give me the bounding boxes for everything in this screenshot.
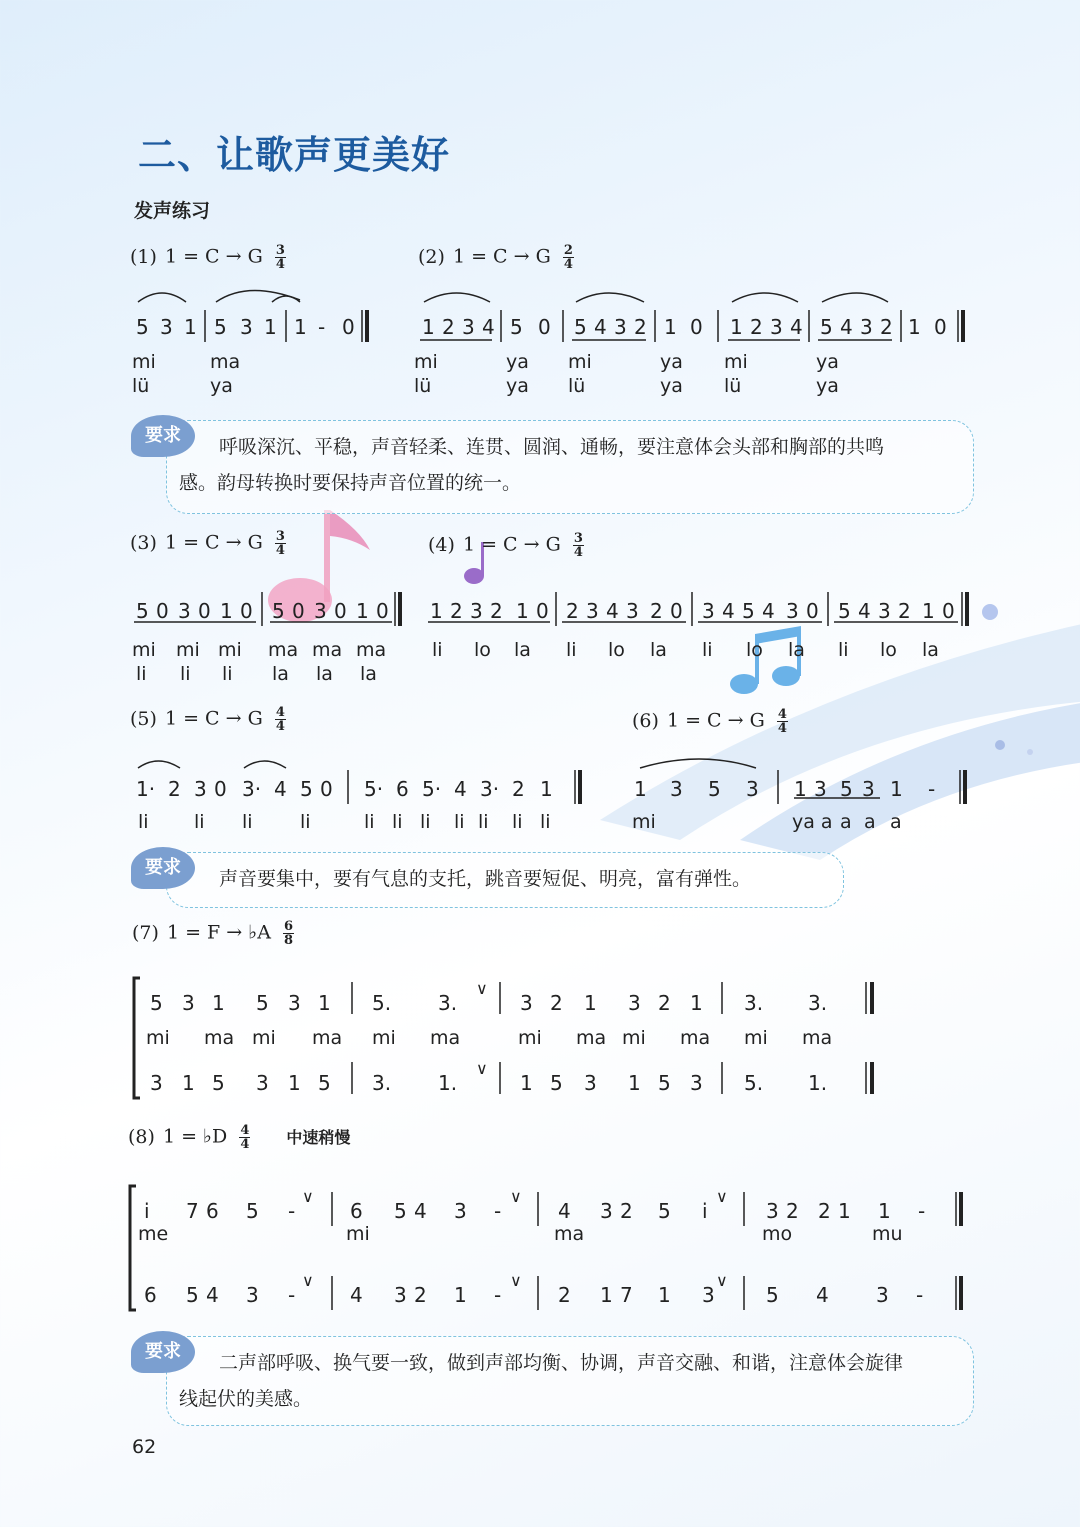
note: 2 (620, 1199, 633, 1223)
note: 5 (300, 777, 313, 801)
note: 5 (658, 1071, 671, 1095)
lyric: ya (816, 375, 839, 397)
note: 5 (272, 599, 285, 623)
note: 5. (744, 1071, 764, 1095)
note: 3 (586, 599, 599, 623)
lyric: ya (816, 351, 839, 373)
note: 1 (422, 315, 435, 339)
note: - (916, 1283, 924, 1307)
note: 4 (454, 777, 467, 801)
lyric: la (316, 663, 333, 685)
lyric: lo (474, 639, 491, 661)
lyric: ma (802, 1027, 833, 1049)
exercise-7-notation (0, 966, 1080, 1106)
note: 3 (702, 1283, 715, 1307)
requirement-box-1 (145, 420, 974, 514)
svg-text:∨: ∨ (476, 979, 488, 998)
exercise-2-notation (0, 280, 1080, 400)
time-signature: $\frac{3}{4}$ (275, 243, 285, 272)
note: 3 (178, 599, 191, 623)
lyric: ma (680, 1027, 711, 1049)
note: 6 (396, 777, 409, 801)
note: 1 (628, 1071, 641, 1095)
note: 1 (584, 991, 597, 1015)
lyric: mi (132, 351, 156, 373)
note: 5· (422, 777, 442, 801)
note: 3 (878, 599, 891, 623)
lyric: mi (346, 1223, 370, 1245)
lyric: mi (218, 639, 242, 661)
exercise-number: (1) (130, 245, 157, 268)
note: 3 (288, 991, 301, 1015)
lyric: ya a (792, 811, 833, 833)
note: 1 (294, 315, 307, 339)
lyric: lü (414, 375, 432, 397)
lyric: a (864, 811, 876, 833)
lyric: li (540, 811, 551, 833)
note: 6 (206, 1199, 219, 1223)
note: - (318, 315, 326, 339)
note: 6 (350, 1199, 363, 1223)
requirement-text: 二声部呼吸、换气要一致，做到声部均衡、协调，声音交融、和谐，注意体会旋律 (219, 1352, 904, 1374)
lyric: la (788, 639, 805, 661)
lyric: a (890, 811, 902, 833)
note: 5 (766, 1283, 779, 1307)
note: 1 (318, 991, 331, 1015)
key-signature: 1 = C → G (452, 245, 551, 268)
page-title: 二、让歌声更美好 (138, 133, 451, 177)
lyric: ma (268, 639, 299, 661)
lyric: li (512, 811, 523, 833)
note: 5 (394, 1199, 407, 1223)
note: 5 (840, 777, 853, 801)
exercise-7-label (132, 920, 294, 947)
note: 1 (658, 1283, 671, 1307)
exercise-number: (8) (128, 1125, 155, 1148)
exercise-4-label (428, 532, 584, 559)
note: 4 (206, 1283, 219, 1307)
lyric: mi (146, 1027, 170, 1049)
note: 3. (438, 991, 458, 1015)
note: 1 (908, 315, 921, 339)
lyric: ya (506, 351, 529, 373)
note: 1 (288, 1071, 301, 1095)
note: 5 (820, 315, 833, 339)
requirement-text: 线起伏的美感。 (179, 1388, 313, 1410)
lyric: li (222, 663, 233, 685)
note: 2 (168, 777, 181, 801)
note: 5 (214, 315, 227, 339)
note: 2 (650, 599, 663, 623)
note: 4 (790, 315, 803, 339)
note: - (918, 1199, 926, 1223)
note: 4 (840, 315, 853, 339)
note: 0 (670, 599, 683, 623)
note: 3 (876, 1283, 889, 1307)
note: 3 (702, 599, 715, 623)
note: 1 (878, 1199, 891, 1223)
lyric: ma (554, 1223, 585, 1245)
note: 5 (838, 599, 851, 623)
lyric: la (360, 663, 377, 685)
note: 5 (150, 991, 163, 1015)
note: 2 (658, 991, 671, 1015)
note: 2 (566, 599, 579, 623)
note: 3 (240, 315, 253, 339)
lyric: mi (414, 351, 438, 373)
lyric: lo (746, 639, 763, 661)
note: 5 (136, 599, 149, 623)
key-signature: 1 = C → G (462, 533, 561, 556)
lyric: li (300, 811, 311, 833)
lyric: a (840, 811, 852, 833)
note: 5 (318, 1071, 331, 1095)
lyric: lo (608, 639, 625, 661)
note: 3 (182, 991, 195, 1015)
note: 1. (808, 1071, 828, 1095)
note: 3. (744, 991, 764, 1015)
note: 2 (450, 599, 463, 623)
note: 1 (430, 599, 443, 623)
note: - (288, 1199, 296, 1223)
note: 1· (136, 777, 156, 801)
note: 1. (438, 1071, 458, 1095)
note: 1 (890, 777, 903, 801)
note: 4 (858, 599, 871, 623)
lyric: mi (622, 1027, 646, 1049)
note: 5 (212, 1071, 225, 1095)
lyric: lo (880, 639, 897, 661)
note: 3. (808, 991, 828, 1015)
lyric: lü (132, 375, 150, 397)
note: 2 (818, 1199, 831, 1223)
note: - (288, 1283, 296, 1307)
note: 2 (750, 315, 763, 339)
note: 1 (600, 1283, 613, 1307)
note: 3 (626, 599, 639, 623)
time-signature: $\frac{6}{8}$ (283, 919, 294, 948)
note: 3 (150, 1071, 163, 1095)
lyric: mu (872, 1223, 903, 1245)
note: 1 (794, 777, 807, 801)
note: 1 (356, 599, 369, 623)
exercise-number: (3) (130, 531, 157, 554)
note: 3 (454, 1199, 467, 1223)
lyric: mo (762, 1223, 793, 1245)
lyric: mi (744, 1027, 768, 1049)
lyric: li (392, 811, 403, 833)
lyric: li (432, 639, 443, 661)
note: 3 (246, 1283, 259, 1307)
lyric: mi (252, 1027, 276, 1049)
note: 3 (786, 599, 799, 623)
note: 3 (462, 315, 475, 339)
note: 2 (880, 315, 893, 339)
requirement-text: 感。韵母转换时要保持声音位置的统一。 (179, 472, 522, 494)
lyric: mi (632, 811, 656, 833)
note: 7 (620, 1283, 633, 1307)
note: 5 (658, 1199, 671, 1223)
lyric: mi (372, 1027, 396, 1049)
lyric: li (566, 639, 577, 661)
lyric: li (136, 663, 147, 685)
svg-text:∨: ∨ (302, 1271, 314, 1290)
note: 3· (242, 777, 262, 801)
exercise-4-notation (0, 570, 1080, 690)
time-signature: $\frac{3}{4}$ (275, 529, 285, 558)
note: 1 (220, 599, 233, 623)
time-signature: $\frac{4}{4}$ (275, 705, 285, 734)
requirement-text: 声音要集中，要有气息的支托，跳音要短促、明亮，富有弹性。 (219, 868, 752, 890)
note: 5. (372, 991, 392, 1015)
exercise-number: (2) (418, 245, 445, 268)
note: 3 (690, 1071, 703, 1095)
lyric: la (514, 639, 531, 661)
note: 3 (600, 1199, 613, 1223)
note: 0 (320, 777, 333, 801)
note: 3 (584, 1071, 597, 1095)
note: 1 (634, 777, 647, 801)
note: 3 (628, 991, 641, 1015)
note: 3 (160, 315, 173, 339)
note: - (494, 1199, 502, 1223)
note: 3 (394, 1283, 407, 1307)
svg-text:∨: ∨ (476, 1059, 488, 1078)
note: 5 (708, 777, 721, 801)
note: - (928, 777, 936, 801)
note: i (702, 1199, 708, 1223)
lyric: li (454, 811, 465, 833)
note: 1 (730, 315, 743, 339)
lyric: mi (176, 639, 200, 661)
note: 2 (442, 315, 455, 339)
note: 1 (838, 1199, 851, 1223)
exercise-number: (5) (130, 707, 157, 730)
note: 3 (614, 315, 627, 339)
note: 2 (786, 1199, 799, 1223)
exercise-1-label (130, 244, 286, 271)
requirement-badge: 要求 (131, 1331, 195, 1373)
note: 4 (762, 599, 775, 623)
note: 4 (482, 315, 495, 339)
note: 1 (922, 599, 935, 623)
note: 1 (516, 599, 529, 623)
lyric: li (242, 811, 253, 833)
note: 3 (194, 777, 207, 801)
note: 3 (256, 1071, 269, 1095)
tempo-marking: 中速稍慢 (286, 1127, 351, 1147)
svg-text:∨: ∨ (510, 1187, 522, 1206)
svg-text:∨: ∨ (510, 1271, 522, 1290)
note: 0 (690, 315, 703, 339)
note: 0 (334, 599, 347, 623)
svg-text:∨: ∨ (716, 1187, 728, 1206)
key-signature: 1 = F → ♭A (166, 921, 271, 944)
lyric: li (838, 639, 849, 661)
lyric: ya (506, 375, 529, 397)
note: 2 (898, 599, 911, 623)
section-subtitle: 发声练习 (134, 200, 211, 222)
note: 4 (274, 777, 287, 801)
lyric: ma (312, 1027, 343, 1049)
svg-text:∨: ∨ (716, 1271, 728, 1290)
note: 5 (574, 315, 587, 339)
key-signature: 1 = C → G (164, 707, 263, 730)
note: 3 (314, 599, 327, 623)
note: 5· (364, 777, 384, 801)
note: 3 (766, 1199, 779, 1223)
lyric: ma (576, 1027, 607, 1049)
note: 5 (742, 599, 755, 623)
page-number: 62 (132, 1436, 157, 1458)
requirement-box-3 (145, 1336, 974, 1426)
requirement-box-2 (145, 852, 844, 908)
exercise-number: (6) (632, 709, 659, 732)
lyric: ma (210, 351, 241, 373)
note: 0 (156, 599, 169, 623)
note: 0 (292, 599, 305, 623)
exercise-6-notation (0, 750, 1080, 840)
key-signature: 1 = C → G (666, 709, 765, 732)
lyric: la (922, 639, 939, 661)
lyric: mi (518, 1027, 542, 1049)
note: 7 (186, 1199, 199, 1223)
lyric: li (138, 811, 149, 833)
note: 5 (246, 1199, 259, 1223)
note: 3 (862, 777, 875, 801)
svg-text:∨: ∨ (302, 1187, 314, 1206)
note: 5 (136, 315, 149, 339)
lyric: mi (132, 639, 156, 661)
note: 1 (520, 1071, 533, 1095)
note: 5 (510, 315, 523, 339)
note: 4 (414, 1199, 427, 1223)
note: 0 (214, 777, 227, 801)
note: 3 (670, 777, 683, 801)
note: 2 (550, 991, 563, 1015)
note: 2 (512, 777, 525, 801)
note: 0 (240, 599, 253, 623)
lyric: mi (724, 351, 748, 373)
time-signature: $\frac{2}{4}$ (563, 243, 573, 272)
exercise-number: (4) (428, 533, 455, 556)
note: 1 (212, 991, 225, 1015)
note: 2 (634, 315, 647, 339)
key-signature: 1 = ♭D (162, 1125, 228, 1148)
lyric: lü (568, 375, 586, 397)
note: 4 (350, 1283, 363, 1307)
note: 0 (538, 315, 551, 339)
time-signature: $\frac{3}{4}$ (573, 531, 583, 560)
exercise-2-label (418, 244, 574, 271)
requirement-text: 呼吸深沉、平稳，声音轻柔、连贯、圆润、通畅，要注意体会头部和胸部的共鸣 (219, 436, 885, 458)
note: 2 (558, 1283, 571, 1307)
note: 3 (746, 777, 759, 801)
note: 3 (814, 777, 827, 801)
note: 0 (806, 599, 819, 623)
lyric: me (138, 1223, 169, 1245)
note: i (144, 1199, 150, 1223)
note: 0 (342, 315, 355, 339)
note: 3 (770, 315, 783, 339)
note: 1 (182, 1071, 195, 1095)
note: 1 (184, 315, 197, 339)
note: 0 (198, 599, 211, 623)
note: 4 (558, 1199, 571, 1223)
key-signature: 1 = C → G (164, 531, 263, 554)
lyric: li (194, 811, 205, 833)
note: 3 (860, 315, 873, 339)
key-signature: 1 = C → G (164, 245, 263, 268)
note: 4 (606, 599, 619, 623)
requirement-badge: 要求 (131, 415, 195, 457)
lyric: ma (312, 639, 343, 661)
note: 2 (490, 599, 503, 623)
lyric: ya (210, 375, 233, 397)
lyric: mi (568, 351, 592, 373)
note: 0 (376, 599, 389, 623)
note: 5 (256, 991, 269, 1015)
exercise-3-label (130, 530, 286, 557)
exercise-number: (7) (132, 921, 159, 944)
lyric: la (272, 663, 289, 685)
note: 1 (454, 1283, 467, 1307)
note: 3· (480, 777, 500, 801)
exercise-8-label (128, 1124, 350, 1151)
note: - (494, 1283, 502, 1307)
note: 4 (722, 599, 735, 623)
requirement-badge: 要求 (131, 847, 195, 889)
note: 4 (594, 315, 607, 339)
note: 5 (186, 1283, 199, 1307)
note: 6 (144, 1283, 157, 1307)
lyric: li (420, 811, 431, 833)
note: 5 (550, 1071, 563, 1095)
exercise-5-label (130, 706, 286, 733)
note: 2 (414, 1283, 427, 1307)
lyric: ma (430, 1027, 461, 1049)
note: 1 (264, 315, 277, 339)
note: 3 (470, 599, 483, 623)
time-signature: $\frac{4}{4}$ (777, 707, 787, 736)
exercise-6-label (632, 708, 788, 735)
note: 1 (664, 315, 677, 339)
lyric: li (180, 663, 191, 685)
note: 4 (816, 1283, 829, 1307)
lyric: ma (356, 639, 387, 661)
note: 3. (372, 1071, 392, 1095)
lyric: li (478, 811, 489, 833)
note: 0 (536, 599, 549, 623)
lyric: lü (724, 375, 742, 397)
lyric: li (364, 811, 375, 833)
note: 0 (942, 599, 955, 623)
lyric: ya (660, 375, 683, 397)
lyric: la (650, 639, 667, 661)
time-signature: $\frac{4}{4}$ (240, 1123, 250, 1152)
exercise-8-notation (0, 1176, 1080, 1316)
lyric: ma (204, 1027, 235, 1049)
note: 1 (690, 991, 703, 1015)
lyric: ya (660, 351, 683, 373)
note: 0 (934, 315, 947, 339)
lyric: li (702, 639, 713, 661)
note: 1 (540, 777, 553, 801)
note: 3 (520, 991, 533, 1015)
